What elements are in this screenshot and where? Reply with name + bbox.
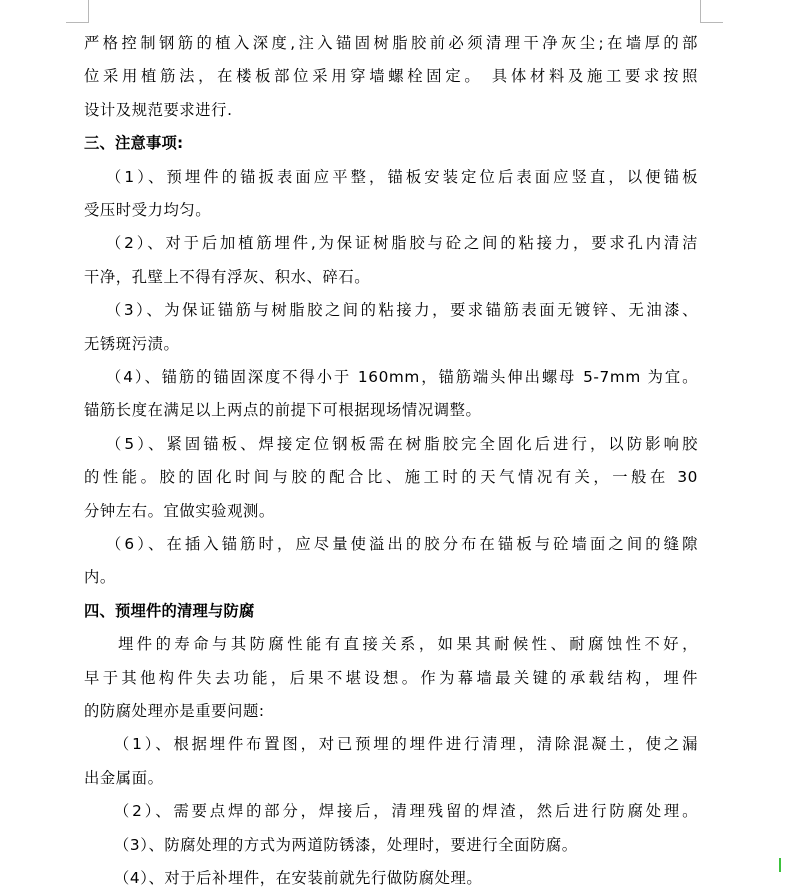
paragraph-line: 内。 xyxy=(84,568,116,587)
paragraph-line: 的防腐处理亦是重要问题: xyxy=(84,702,265,720)
paragraph-line: （2）、需要点焊的部分，焊接后，清理残留的焊渣，然后进行防腐处理。 xyxy=(114,802,698,821)
paragraph-line: （5）、紧固锚板、焊接定位钢板需在树脂胶完全固化后进行，以防影响胶 xyxy=(106,434,698,453)
section-heading: 四、预埋件的清理与防腐 xyxy=(84,601,255,620)
paragraph-line: （3）、防腐处理的方式为两道防锈漆，处理时，要进行全面防腐。 xyxy=(114,835,578,854)
paragraph-line: （3）、为保证锚筋与树脂胶之间的粘接力，要求锚筋表面无镀锌、无油漆、 xyxy=(106,301,698,320)
paragraph-line: 干净，孔壁上不得有浮灰、积水、碎石。 xyxy=(84,267,371,286)
paragraph-line: 设计及规范要求进行. xyxy=(84,100,233,119)
paragraph-line: 位采用植筋法，在楼板部位采用穿墙螺栓固定。 具体材料及施工要求按照 xyxy=(84,67,698,86)
paragraph-line: 无锈斑污渍。 xyxy=(84,334,180,353)
section-heading: 三、注意事项: xyxy=(84,134,184,153)
paragraph-line: （4）、对于后补埋件，在安装前就先行做防腐处理。 xyxy=(114,869,483,887)
paragraph-line: 锚筋长度在满足以上两点的前提下可根据现场情况调整。 xyxy=(84,401,482,420)
paragraph-line: （4）、锚筋的锚固深度不得小于 160mm，锚筋端头伸出螺母 5-7mm 为宜。 xyxy=(106,368,698,386)
page-corner-mark-right xyxy=(700,0,723,23)
paragraph-line: 出金属面。 xyxy=(84,768,164,787)
paragraph-line: 早于其他构件失去功能，后果不堪设想。作为幕墙最关键的承载结构，埋件 xyxy=(84,668,698,687)
paragraph-line: 分钟左右。宜做实验观测。 xyxy=(84,501,275,520)
paragraph-line: （2）、对于后加植筋埋件,为保证树脂胶与砼之间的粘接力，要求孔内清洁 xyxy=(106,234,698,253)
paragraph-line: （1）、根据埋件布置图，对已预埋的埋件进行清理，清除混凝土，使之漏 xyxy=(114,735,698,754)
page-corner-mark-left xyxy=(66,0,89,23)
paragraph-line: （6）、在插入锚筋时，应尽量使溢出的胶分布在锚板与砼墙面之间的缝隙 xyxy=(106,535,698,553)
paragraph-line: 埋件的寿命与其防腐性能有直接关系，如果其耐候性、耐腐蚀性不好， xyxy=(118,635,698,654)
paragraph-line: 严格控制钢筋的植入深度,注入锚固树脂胶前必须清理干净灰尘;在墙厚的部 xyxy=(84,34,698,52)
paragraph-line: 受压时受力均匀。 xyxy=(84,201,212,219)
paragraph-line: 的性能。胶的固化时间与胶的配合比、施工时的天气情况有关，一般在 30 xyxy=(84,468,698,487)
paragraph-line: （1）、预埋件的锚扳表面应平整，锚板安装定位后表面应竖直，以便锚板 xyxy=(106,167,698,186)
spellcheck-marker-icon xyxy=(779,858,787,872)
